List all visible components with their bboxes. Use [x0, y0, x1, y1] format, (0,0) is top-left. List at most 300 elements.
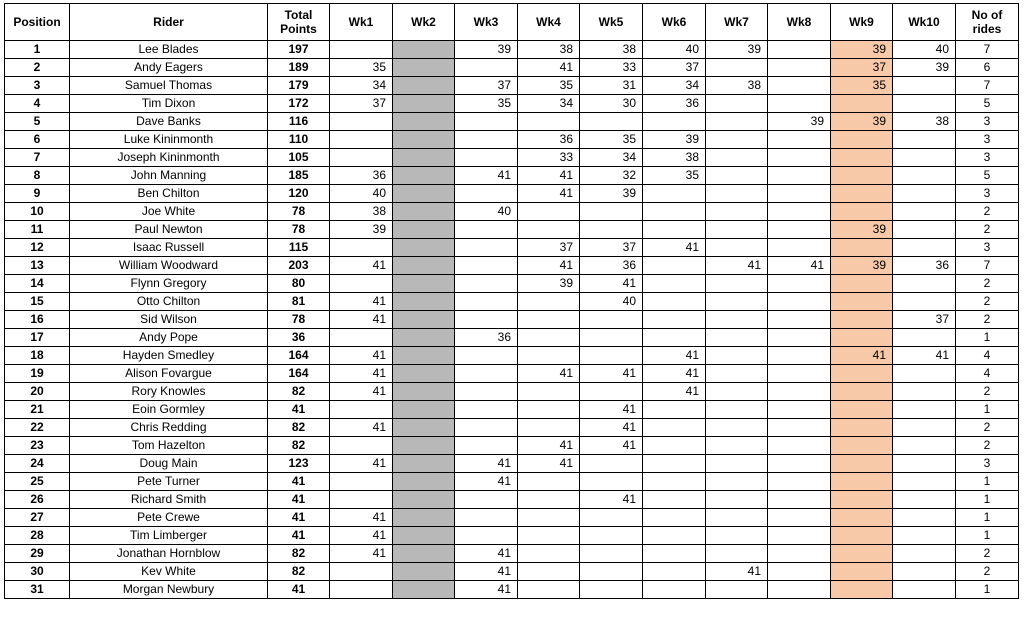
no-of-rides-cell: 2 — [956, 203, 1019, 221]
wk8-points-cell — [768, 563, 831, 581]
wk2-points-cell — [393, 437, 455, 455]
wk3-points-cell: 41 — [455, 563, 518, 581]
total-points-cell: 105 — [268, 149, 330, 167]
header-wk10: Wk10 — [893, 4, 956, 41]
no-of-rides-cell: 7 — [956, 257, 1019, 275]
wk6-points-cell — [643, 545, 706, 563]
wk10-points-cell — [893, 239, 956, 257]
wk1-points-cell: 41 — [330, 545, 393, 563]
wk2-points-cell — [393, 491, 455, 509]
wk6-points-cell: 41 — [643, 347, 706, 365]
wk8-points-cell — [768, 455, 831, 473]
wk5-points-cell: 32 — [580, 167, 643, 185]
table-row — [5, 563, 1019, 581]
wk3-points-cell: 41 — [455, 473, 518, 491]
wk10-points-cell: 39 — [893, 59, 956, 77]
wk7-points-cell — [706, 527, 768, 545]
no-of-rides-cell: 3 — [956, 131, 1019, 149]
wk9-points-cell: 39 — [831, 41, 893, 59]
rider-name-cell: Tom Hazelton — [70, 437, 268, 455]
wk1-points-cell: 41 — [330, 383, 393, 401]
table-row — [5, 77, 1019, 95]
wk10-points-cell — [893, 509, 956, 527]
table-row — [5, 59, 1019, 77]
wk6-points-cell: 41 — [643, 383, 706, 401]
wk8-points-cell — [768, 311, 831, 329]
wk2-points-cell — [393, 77, 455, 95]
wk4-points-cell: 41 — [518, 365, 580, 383]
wk10-points-cell — [893, 545, 956, 563]
wk2-points-cell — [393, 401, 455, 419]
wk3-points-cell — [455, 527, 518, 545]
wk4-points-cell — [518, 563, 580, 581]
wk10-points-cell — [893, 473, 956, 491]
position-cell: 27 — [5, 509, 70, 527]
table-row — [5, 581, 1019, 599]
wk4-points-cell — [518, 401, 580, 419]
wk9-points-cell — [831, 203, 893, 221]
wk8-points-cell — [768, 347, 831, 365]
total-points-cell: 82 — [268, 383, 330, 401]
rider-name-cell: Paul Newton — [70, 221, 268, 239]
wk4-points-cell: 33 — [518, 149, 580, 167]
wk1-points-cell: 35 — [330, 59, 393, 77]
wk7-points-cell — [706, 149, 768, 167]
no-of-rides-cell: 2 — [956, 275, 1019, 293]
wk1-points-cell — [330, 437, 393, 455]
wk10-points-cell: 40 — [893, 41, 956, 59]
position-cell: 21 — [5, 401, 70, 419]
rider-name-cell: Andy Pope — [70, 329, 268, 347]
rider-name-cell: Joseph Kininmonth — [70, 149, 268, 167]
wk10-points-cell — [893, 149, 956, 167]
wk6-points-cell — [643, 293, 706, 311]
position-cell: 31 — [5, 581, 70, 599]
wk6-points-cell — [643, 203, 706, 221]
wk4-points-cell: 37 — [518, 239, 580, 257]
position-cell: 14 — [5, 275, 70, 293]
position-cell: 2 — [5, 59, 70, 77]
total-points-cell: 82 — [268, 545, 330, 563]
wk1-points-cell — [330, 41, 393, 59]
wk4-points-cell: 39 — [518, 275, 580, 293]
wk10-points-cell — [893, 95, 956, 113]
wk3-points-cell — [455, 113, 518, 131]
wk4-points-cell: 34 — [518, 95, 580, 113]
table-row — [5, 203, 1019, 221]
wk5-points-cell — [580, 581, 643, 599]
wk2-points-cell — [393, 221, 455, 239]
wk2-points-cell — [393, 185, 455, 203]
wk1-points-cell: 41 — [330, 257, 393, 275]
wk4-points-cell: 38 — [518, 41, 580, 59]
table-row — [5, 509, 1019, 527]
table-row — [5, 329, 1019, 347]
no-of-rides-cell: 2 — [956, 383, 1019, 401]
position-cell: 19 — [5, 365, 70, 383]
wk1-points-cell — [330, 149, 393, 167]
header-wk6: Wk6 — [643, 4, 706, 41]
wk3-points-cell — [455, 383, 518, 401]
rider-name-cell: Pete Turner — [70, 473, 268, 491]
wk6-points-cell — [643, 581, 706, 599]
wk4-points-cell — [518, 473, 580, 491]
wk2-points-cell — [393, 113, 455, 131]
wk2-points-cell — [393, 95, 455, 113]
wk8-points-cell — [768, 275, 831, 293]
wk2-points-cell — [393, 527, 455, 545]
position-cell: 3 — [5, 77, 70, 95]
wk4-points-cell — [518, 293, 580, 311]
wk5-points-cell: 37 — [580, 239, 643, 257]
no-of-rides-cell: 2 — [956, 437, 1019, 455]
position-cell: 26 — [5, 491, 70, 509]
wk2-points-cell — [393, 275, 455, 293]
wk1-points-cell: 41 — [330, 347, 393, 365]
wk4-points-cell — [518, 509, 580, 527]
wk2-points-cell — [393, 203, 455, 221]
no-of-rides-cell: 3 — [956, 113, 1019, 131]
wk6-points-cell: 37 — [643, 59, 706, 77]
wk7-points-cell: 41 — [706, 257, 768, 275]
wk9-points-cell — [831, 329, 893, 347]
wk4-points-cell — [518, 527, 580, 545]
wk5-points-cell: 40 — [580, 293, 643, 311]
table-row — [5, 239, 1019, 257]
wk6-points-cell — [643, 257, 706, 275]
wk4-points-cell — [518, 311, 580, 329]
total-points-cell: 41 — [268, 491, 330, 509]
wk3-points-cell — [455, 401, 518, 419]
wk9-points-cell — [831, 491, 893, 509]
wk7-points-cell — [706, 473, 768, 491]
wk9-points-cell: 41 — [831, 347, 893, 365]
total-points-cell: 172 — [268, 95, 330, 113]
no-of-rides-cell: 1 — [956, 473, 1019, 491]
wk10-points-cell — [893, 401, 956, 419]
wk9-points-cell — [831, 383, 893, 401]
wk7-points-cell — [706, 185, 768, 203]
wk7-points-cell — [706, 95, 768, 113]
wk3-points-cell — [455, 221, 518, 239]
wk2-points-cell — [393, 545, 455, 563]
wk9-points-cell — [831, 149, 893, 167]
wk5-points-cell: 41 — [580, 365, 643, 383]
wk2-points-cell — [393, 167, 455, 185]
wk5-points-cell — [580, 527, 643, 545]
table-row — [5, 455, 1019, 473]
wk3-points-cell — [455, 257, 518, 275]
wk4-points-cell — [518, 347, 580, 365]
header-wk9: Wk9 — [831, 4, 893, 41]
wk5-points-cell — [580, 347, 643, 365]
total-points-cell: 41 — [268, 581, 330, 599]
wk10-points-cell — [893, 131, 956, 149]
wk10-points-cell — [893, 275, 956, 293]
wk8-points-cell — [768, 473, 831, 491]
wk3-points-cell — [455, 437, 518, 455]
total-points-cell: 116 — [268, 113, 330, 131]
wk10-points-cell — [893, 185, 956, 203]
wk3-points-cell: 37 — [455, 77, 518, 95]
wk6-points-cell: 34 — [643, 77, 706, 95]
table-row — [5, 473, 1019, 491]
wk1-points-cell — [330, 275, 393, 293]
wk10-points-cell — [893, 77, 956, 95]
rider-name-cell: Luke Kininmonth — [70, 131, 268, 149]
table-row — [5, 293, 1019, 311]
wk5-points-cell: 39 — [580, 185, 643, 203]
wk9-points-cell — [831, 131, 893, 149]
rider-name-cell: Andy Eagers — [70, 59, 268, 77]
no-of-rides-cell: 1 — [956, 509, 1019, 527]
wk6-points-cell — [643, 311, 706, 329]
wk8-points-cell — [768, 221, 831, 239]
wk1-points-cell: 41 — [330, 365, 393, 383]
rider-name-cell: Chris Redding — [70, 419, 268, 437]
table-row — [5, 311, 1019, 329]
wk4-points-cell — [518, 383, 580, 401]
rider-name-cell: Ben Chilton — [70, 185, 268, 203]
position-cell: 18 — [5, 347, 70, 365]
wk5-points-cell — [580, 311, 643, 329]
position-cell: 28 — [5, 527, 70, 545]
no-of-rides-cell: 6 — [956, 59, 1019, 77]
wk3-points-cell — [455, 509, 518, 527]
wk5-points-cell: 41 — [580, 491, 643, 509]
no-of-rides-cell: 1 — [956, 329, 1019, 347]
header-wk8: Wk8 — [768, 4, 831, 41]
header-no-of-rides — [956, 4, 1019, 41]
wk8-points-cell — [768, 167, 831, 185]
wk10-points-cell: 41 — [893, 347, 956, 365]
wk2-points-cell — [393, 239, 455, 257]
wk10-points-cell — [893, 221, 956, 239]
table-row — [5, 491, 1019, 509]
wk7-points-cell — [706, 113, 768, 131]
wk6-points-cell: 36 — [643, 95, 706, 113]
rider-name-cell: Dave Banks — [70, 113, 268, 131]
wk3-points-cell — [455, 239, 518, 257]
wk1-points-cell: 41 — [330, 455, 393, 473]
wk9-points-cell — [831, 185, 893, 203]
wk5-points-cell: 38 — [580, 41, 643, 59]
wk3-points-cell: 41 — [455, 545, 518, 563]
no-of-rides-cell: 1 — [956, 527, 1019, 545]
wk6-points-cell — [643, 473, 706, 491]
rider-name-cell: Rory Knowles — [70, 383, 268, 401]
wk9-points-cell — [831, 563, 893, 581]
wk6-points-cell — [643, 527, 706, 545]
wk6-points-cell: 39 — [643, 131, 706, 149]
no-of-rides-cell: 7 — [956, 41, 1019, 59]
position-cell: 7 — [5, 149, 70, 167]
wk5-points-cell: 41 — [580, 275, 643, 293]
wk3-points-cell: 40 — [455, 203, 518, 221]
wk9-points-cell: 35 — [831, 77, 893, 95]
rider-name-cell: Lee Blades — [70, 41, 268, 59]
wk5-points-cell — [580, 329, 643, 347]
wk7-points-cell — [706, 167, 768, 185]
rider-name-cell: Alison Fovargue — [70, 365, 268, 383]
wk10-points-cell: 38 — [893, 113, 956, 131]
no-of-rides-cell: 1 — [956, 401, 1019, 419]
rider-name-cell: Samuel Thomas — [70, 77, 268, 95]
position-cell: 4 — [5, 95, 70, 113]
wk8-points-cell — [768, 383, 831, 401]
wk6-points-cell: 38 — [643, 149, 706, 167]
no-of-rides-cell: 4 — [956, 347, 1019, 365]
wk1-points-cell — [330, 491, 393, 509]
wk5-points-cell: 41 — [580, 401, 643, 419]
rider-name-cell: Kev White — [70, 563, 268, 581]
table-row — [5, 185, 1019, 203]
wk7-points-cell: 38 — [706, 77, 768, 95]
wk1-points-cell — [330, 113, 393, 131]
header-position: Position — [5, 4, 70, 41]
position-cell: 29 — [5, 545, 70, 563]
position-cell: 24 — [5, 455, 70, 473]
rider-name-cell: Hayden Smedley — [70, 347, 268, 365]
wk1-points-cell: 41 — [330, 311, 393, 329]
rider-name-cell: Pete Crewe — [70, 509, 268, 527]
table-body — [5, 41, 1019, 599]
total-points-cell: 123 — [268, 455, 330, 473]
wk3-points-cell — [455, 311, 518, 329]
wk10-points-cell — [893, 419, 956, 437]
header-rides-line2: rides — [972, 22, 1002, 36]
position-cell: 30 — [5, 563, 70, 581]
wk3-points-cell — [455, 347, 518, 365]
rider-name-cell: Flynn Gregory — [70, 275, 268, 293]
wk9-points-cell — [831, 473, 893, 491]
position-cell: 5 — [5, 113, 70, 131]
header-wk7: Wk7 — [706, 4, 768, 41]
wk4-points-cell: 41 — [518, 167, 580, 185]
wk9-points-cell — [831, 167, 893, 185]
no-of-rides-cell: 2 — [956, 293, 1019, 311]
wk2-points-cell — [393, 311, 455, 329]
table-row — [5, 545, 1019, 563]
table-row — [5, 131, 1019, 149]
wk9-points-cell — [831, 581, 893, 599]
wk4-points-cell — [518, 581, 580, 599]
wk2-points-cell — [393, 581, 455, 599]
rider-name-cell: Eoin Gormley — [70, 401, 268, 419]
wk6-points-cell — [643, 563, 706, 581]
wk7-points-cell — [706, 347, 768, 365]
table-row — [5, 275, 1019, 293]
wk10-points-cell — [893, 455, 956, 473]
wk7-points-cell — [706, 455, 768, 473]
wk8-points-cell — [768, 365, 831, 383]
standings-table — [4, 3, 1019, 599]
table-row — [5, 167, 1019, 185]
wk10-points-cell — [893, 293, 956, 311]
no-of-rides-cell: 2 — [956, 563, 1019, 581]
wk5-points-cell: 34 — [580, 149, 643, 167]
wk7-points-cell — [706, 545, 768, 563]
no-of-rides-cell: 1 — [956, 491, 1019, 509]
wk1-points-cell — [330, 131, 393, 149]
no-of-rides-cell: 5 — [956, 167, 1019, 185]
wk9-points-cell — [831, 401, 893, 419]
wk4-points-cell — [518, 419, 580, 437]
wk9-points-cell — [831, 545, 893, 563]
table-row — [5, 221, 1019, 239]
table-row — [5, 347, 1019, 365]
wk10-points-cell: 36 — [893, 257, 956, 275]
rider-name-cell: Sid Wilson — [70, 311, 268, 329]
position-cell: 23 — [5, 437, 70, 455]
no-of-rides-cell: 5 — [956, 95, 1019, 113]
wk9-points-cell: 39 — [831, 221, 893, 239]
wk1-points-cell: 41 — [330, 419, 393, 437]
wk3-points-cell: 39 — [455, 41, 518, 59]
wk3-points-cell — [455, 491, 518, 509]
wk1-points-cell: 36 — [330, 167, 393, 185]
wk4-points-cell: 41 — [518, 59, 580, 77]
rider-name-cell: Tim Dixon — [70, 95, 268, 113]
wk2-points-cell — [393, 293, 455, 311]
wk8-points-cell — [768, 581, 831, 599]
header-row — [5, 4, 1019, 41]
wk9-points-cell — [831, 239, 893, 257]
header-total-line1: Total — [284, 8, 313, 22]
wk8-points-cell — [768, 491, 831, 509]
wk4-points-cell — [518, 329, 580, 347]
wk2-points-cell — [393, 419, 455, 437]
wk3-points-cell — [455, 293, 518, 311]
total-points-cell: 110 — [268, 131, 330, 149]
header-rider: Rider — [70, 4, 268, 41]
wk3-points-cell — [455, 131, 518, 149]
total-points-cell: 41 — [268, 401, 330, 419]
no-of-rides-cell: 2 — [956, 221, 1019, 239]
total-points-cell: 164 — [268, 347, 330, 365]
wk1-points-cell — [330, 581, 393, 599]
wk3-points-cell — [455, 275, 518, 293]
wk3-points-cell — [455, 419, 518, 437]
position-cell: 6 — [5, 131, 70, 149]
wk10-points-cell — [893, 365, 956, 383]
no-of-rides-cell: 2 — [956, 311, 1019, 329]
wk9-points-cell — [831, 365, 893, 383]
wk7-points-cell — [706, 437, 768, 455]
wk4-points-cell — [518, 203, 580, 221]
wk3-points-cell: 41 — [455, 455, 518, 473]
wk6-points-cell — [643, 419, 706, 437]
wk1-points-cell — [330, 239, 393, 257]
wk5-points-cell — [580, 221, 643, 239]
wk7-points-cell — [706, 419, 768, 437]
wk8-points-cell — [768, 419, 831, 437]
wk9-points-cell: 39 — [831, 113, 893, 131]
table-row — [5, 149, 1019, 167]
wk2-points-cell — [393, 149, 455, 167]
position-cell: 16 — [5, 311, 70, 329]
wk9-points-cell: 37 — [831, 59, 893, 77]
wk6-points-cell — [643, 113, 706, 131]
wk8-points-cell: 39 — [768, 113, 831, 131]
wk10-points-cell: 37 — [893, 311, 956, 329]
wk5-points-cell — [580, 113, 643, 131]
wk5-points-cell — [580, 545, 643, 563]
wk10-points-cell — [893, 383, 956, 401]
wk2-points-cell — [393, 365, 455, 383]
no-of-rides-cell: 1 — [956, 581, 1019, 599]
wk5-points-cell — [580, 455, 643, 473]
